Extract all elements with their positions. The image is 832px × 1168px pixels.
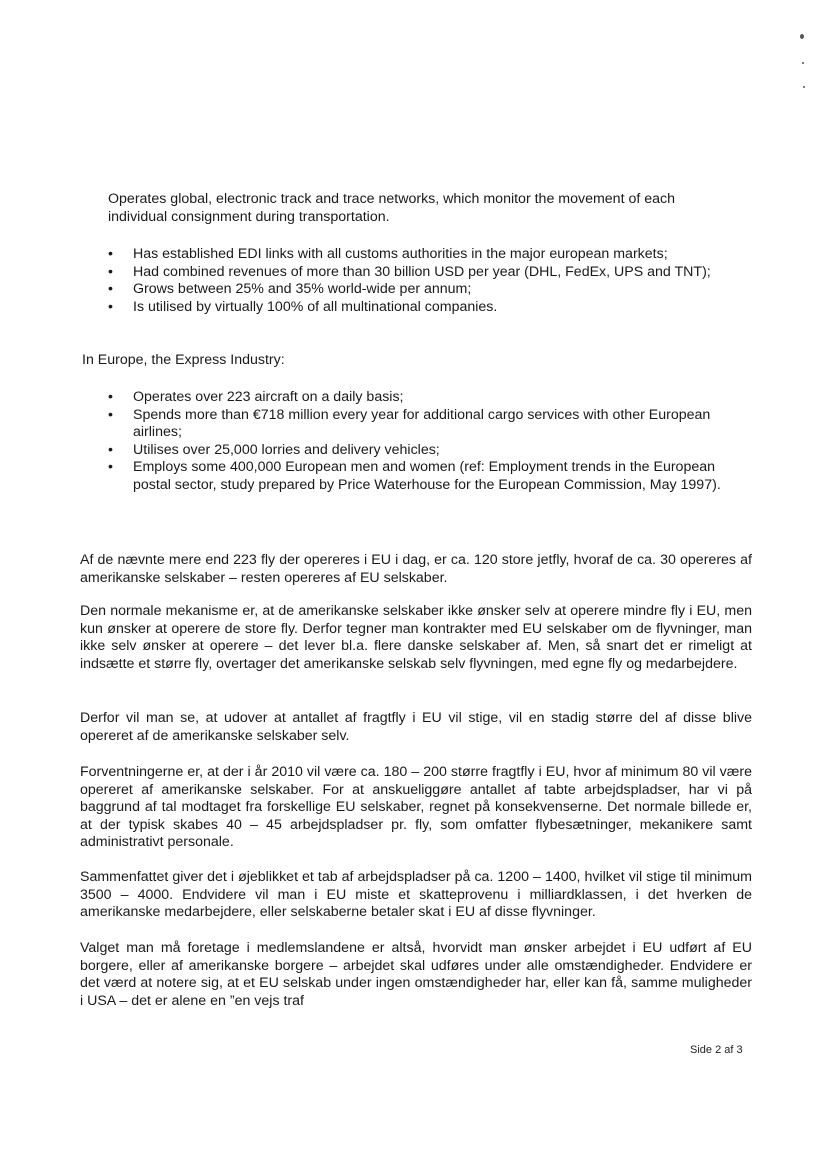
europe-intro: In Europe, the Express Industry: (82, 352, 285, 368)
europe-bullet-list (108, 389, 728, 495)
scan-speck (802, 62, 804, 64)
scan-speck (803, 86, 805, 88)
list-item: • Is utilised by virtually 100% of all multinational companies. (108, 299, 728, 317)
list-item: • Spends more than €718 million every year for additional cargo services with other European airlines; (108, 407, 728, 442)
list-item: • Utilises over 25,000 lorries and delivery vehicles; (108, 442, 728, 460)
body-paragraph: Forventningerne er, at der i år 2010 vil være ca. 180 – 200 større fragtfly i EU, hvor af minimum 80 vil være opereret af amerikanske selskaber. For at anskueliggøre antallet af tabte arbejdspladser, har vi på baggrund af tal modtaget fra forskellige EU selskaber, regnet på konsekvenserne. Det normale billede er, at der typisk skabes 40 – 45 arbejdspladser pr. fly, som omfatter flybesætninger, mekanikere samt administrativt personale. (80, 764, 752, 851)
global-bullet-list (108, 246, 728, 316)
intro-paragraph: Operates global, electronic track and trace networks, which monitor the movement of each individual consignment during transportation. (108, 191, 675, 225)
page-number: Side 2 af 3 (690, 1044, 743, 1056)
list-item: • Operates over 223 aircraft on a daily basis; (108, 389, 728, 407)
scan-speck (800, 34, 804, 39)
body-paragraph: Derfor vil man se, at udover at antallet af fragtfly i EU vil stige, vil en stadig større del af disse blive opereret af de amerikanske selskaber selv. (80, 710, 752, 744)
list-item: • Employs some 400,000 European men and women (ref: Employment trends in the European postal sector, study prepared by Price Waterhouse for the European Commission, May 1997). (108, 459, 728, 494)
list-item: • Has established EDI links with all customs authorities in the major european markets; (108, 246, 728, 264)
body-paragraph: Sammenfattet giver det i øjeblikket et tab af arbejdspladser på ca. 1200 – 1400, hvilket vil stige til minimum 3500 – 4000. Endvidere vil man i EU miste et skatteprovenu i milliardklassen, i det hverken de amerikanske medarbejdere, eller selskaberne betaler skat i EU af disse flyvninger. (80, 869, 752, 921)
list-item: • Had combined revenues of more than 30 billion USD per year (DHL, FedEx, UPS and TNT); (108, 264, 728, 282)
body-paragraph: Den normale mekanisme er, at de amerikanske selskaber ikke ønsker selv at operere mindre fly i EU, men kun ønsker at operere de store fly. Derfor tegner man kontrakter med EU selskaber om de flyvninger, man ikke selv ønsker at operere – det lever bl.a. flere danske selskaber af. Men, så snart det er rimeligt at indsætte et større fly, overtager det amerikanske selskab selv flyvningen, med egne fly og medarbejdere. (80, 603, 752, 672)
body-paragraph: Valget man må foretage i medlemslandene er altså, hvorvidt man ønsker arbejdet i EU udført af EU borgere, eller af amerikanske borgere – arbejdet skal udføres under alle omstændigheder. Endvidere er det værd at notere sig, at et EU selskab under ingen omstændigheder har, eller kan få, samme muligheder i USA – det er alene en ”en vejs traf (80, 940, 752, 1009)
body-paragraph: Af de nævnte mere end 223 fly der opereres i EU i dag, er ca. 120 store jetfly, hvoraf de ca. 30 opereres af amerikanske selskaber – resten opereres af EU selskaber. (80, 552, 752, 586)
list-item: • Grows between 25% and 35% world-wide per annum; (108, 281, 728, 299)
